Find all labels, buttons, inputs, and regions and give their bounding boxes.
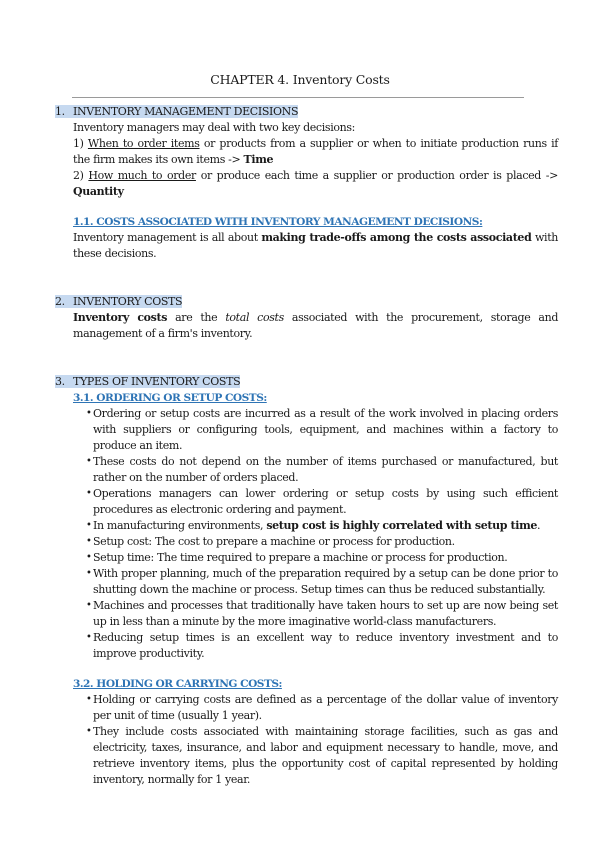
list-item-text-end: . [537, 519, 541, 532]
bullet-icon: • [86, 408, 92, 419]
list-item-bold: setup cost is highly correlated with setup time [266, 519, 538, 532]
para-text-end: with these decisions. [73, 231, 558, 260]
list-item-text: Reducing setup times is an excellent way to reduce inventory investment and to improve productivity. [93, 631, 558, 660]
list-item-text: These costs do not depend on the number of items purchased or manufactured, but rather on the number of orders placed. [93, 455, 558, 484]
bullet-icon: • [86, 456, 92, 467]
list-item-text: In manufacturing environments, [93, 519, 267, 532]
bullet-icon: • [86, 520, 92, 531]
list-item-text: Holding or carrying costs are defined as a percentage of the dollar value of inventory per unit of time (usually 1 year). [93, 693, 558, 722]
section-heading-text: TYPES OF INVENTORY COSTS [73, 375, 241, 388]
bullet-icon: • [86, 632, 92, 643]
section-2-paragraph [55, 310, 558, 342]
para-text: Inventory management is all about [73, 231, 262, 244]
list-item [86, 630, 558, 662]
section-number: 3. [55, 375, 65, 388]
section-3-highlight [55, 375, 240, 388]
list-item-text: Ordering or setup costs are incurred as a result of the work involved in placing orders with suppliers or configuring tools, equipment, and machines within a factory to produce an item. [93, 407, 558, 452]
bullet-icon: • [86, 488, 92, 499]
para-text: are the [167, 311, 226, 324]
subsection-1-1-heading: 1.1. COSTS ASSOCIATED WITH INVENTORY MANAGEMENT DECISIONS: [73, 216, 483, 228]
bullet-icon: • [86, 536, 92, 547]
subsection-3-1-heading: 3.1. ORDERING OR SETUP COSTS: [73, 392, 267, 404]
page-title: CHAPTER 4. Inventory Costs [210, 72, 390, 87]
decision-2-text: or produce each time a supplier or production order is placed -> [195, 169, 559, 182]
list-item [86, 534, 558, 550]
list-item-text: Setup cost: The cost to prepare a machine or process for production. [93, 535, 455, 548]
list-item-text: Operations managers can lower ordering or setup costs by using such efficient procedures as electronic ordering and payment. [93, 487, 558, 516]
decision-1-bold: Time [243, 153, 274, 166]
list-item-text: They include costs associated with maintaining storage facilities, such as gas and electricity, taxes, insurance, and labor and equipment necessary to handle, move, and retrieve inventory items, plus the opportunity cost of capital represented by holding inventory, normally for 1 year. [93, 725, 558, 786]
decision-1 [55, 136, 558, 168]
list-item [86, 518, 558, 534]
bullet-icon: • [86, 568, 92, 579]
section-2-heading [55, 294, 558, 310]
document-body [55, 104, 558, 788]
para-bold: making trade-offs among the costs associated [261, 231, 532, 244]
section-heading-text: INVENTORY MANAGEMENT DECISIONS [73, 105, 299, 118]
decision-2-underlined: How much to order [88, 169, 196, 182]
decision-1-text: or products from a supplier or when to initiate production runs if the firm makes its own items -> [73, 137, 558, 166]
bullet-icon: • [86, 726, 92, 737]
list-item [86, 724, 558, 788]
decision-1-prefix: 1) [73, 137, 88, 150]
ordering-costs-list [55, 406, 558, 662]
para-italic: total costs [225, 311, 284, 324]
list-item-text: Machines and processes that traditionally have taken hours to set up are now being set up in less than a minute by the more imaginative world-class manufacturers. [93, 599, 558, 628]
section-number: 2. [55, 295, 65, 308]
section-1-heading [55, 104, 558, 120]
section-2-highlight [55, 295, 182, 308]
subsection-3-2-heading: 3.2. HOLDING OR CARRYING COSTS: [73, 678, 282, 690]
section-1-intro: Inventory managers may deal with two key decisions: [73, 121, 356, 134]
decision-2-bold: Quantity [73, 185, 124, 198]
list-item [86, 566, 558, 598]
list-item [86, 550, 558, 566]
list-item-text: With proper planning, much of the preparation required by a setup can be done prior to shutting down the machine or process. Setup times can thus be reduced substantially. [93, 567, 558, 596]
list-item [86, 486, 558, 518]
section-1-highlight [55, 105, 298, 118]
list-item [86, 454, 558, 486]
decision-2 [55, 168, 558, 200]
section-3-heading [55, 374, 558, 390]
decision-2-prefix: 2) [73, 169, 89, 182]
list-item [86, 406, 558, 454]
bullet-icon: • [86, 552, 92, 563]
list-item-text: Setup time: The time required to prepare a machine or process for production. [93, 551, 508, 564]
bullet-icon: • [86, 600, 92, 611]
holding-costs-list [55, 692, 558, 788]
bullet-icon: • [86, 694, 92, 705]
section-number: 1. [55, 105, 65, 118]
title-divider [72, 97, 524, 98]
para-text-end: associated with the procurement, storage and management of a firm's inventory. [73, 311, 559, 340]
decision-1-underlined: When to order items [87, 137, 200, 150]
list-item [86, 692, 558, 724]
section-heading-text: INVENTORY COSTS [73, 295, 183, 308]
para-bold: Inventory costs [73, 311, 168, 324]
list-item [86, 598, 558, 630]
subsection-1-1-paragraph [55, 230, 558, 262]
